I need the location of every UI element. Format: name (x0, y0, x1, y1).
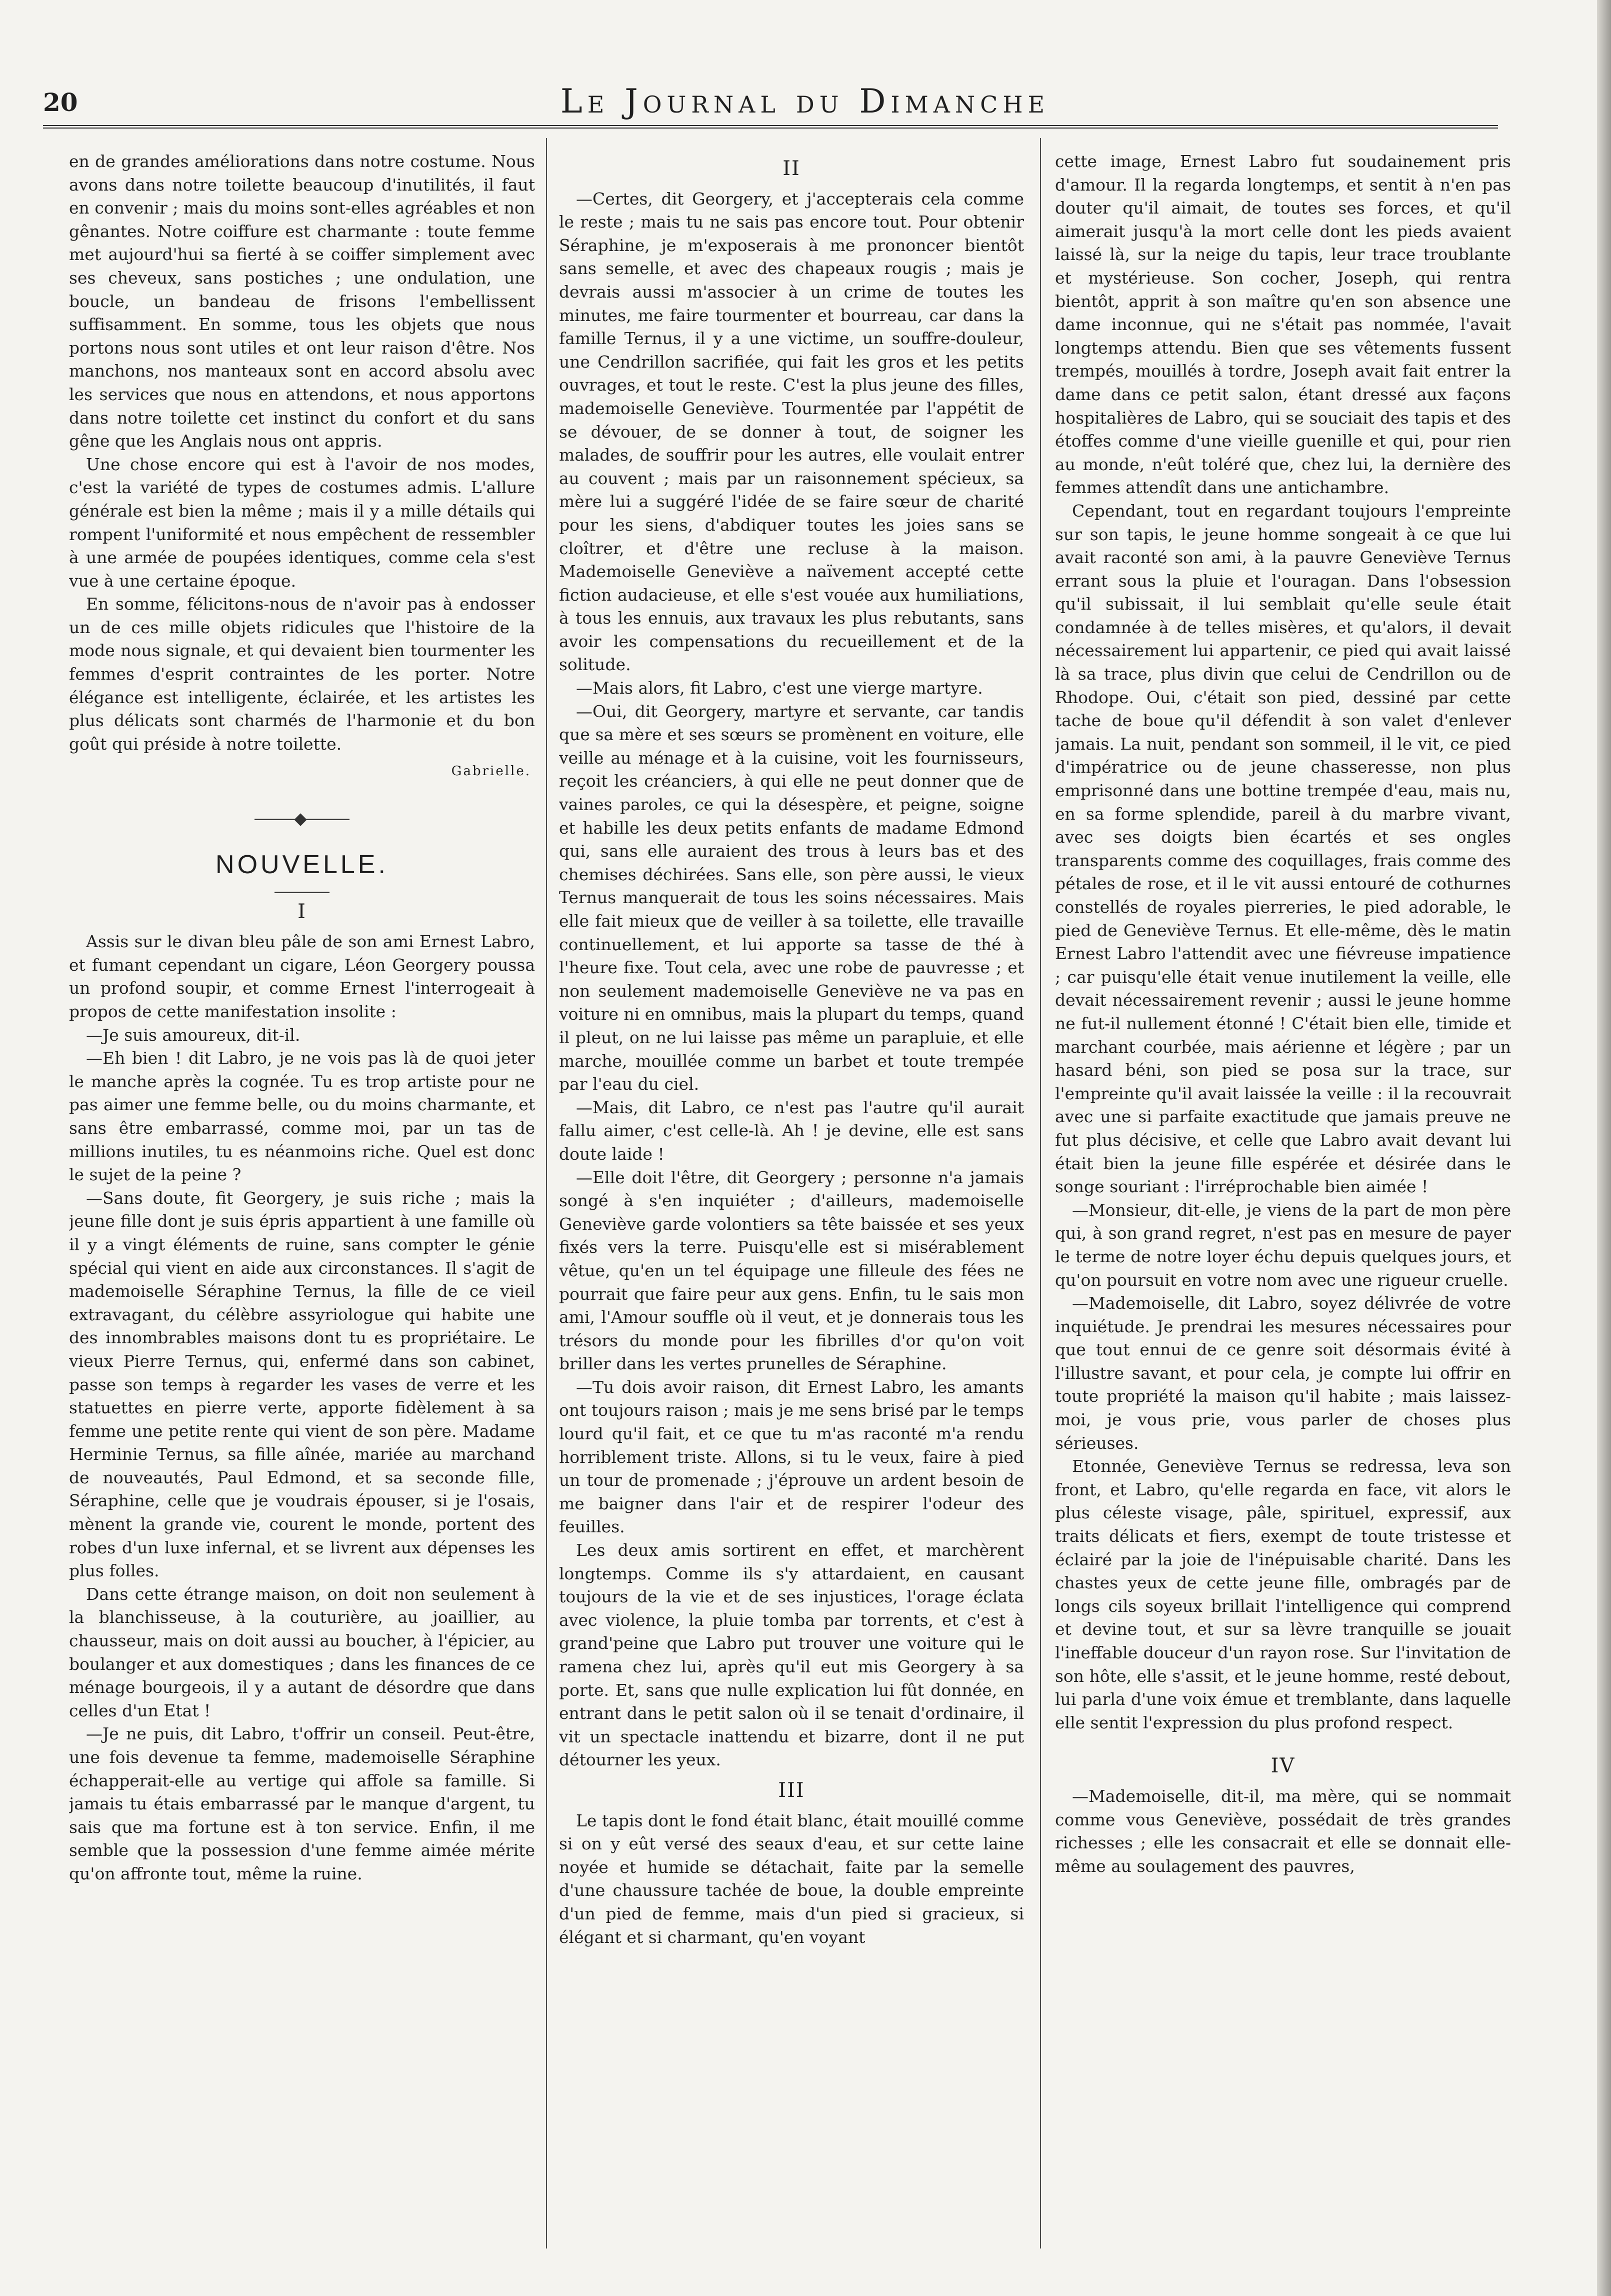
chapter-heading: II (782, 157, 800, 180)
paragraph: —Sans doute, fit Georgery, je suis riche ; mais la jeune fille dont je suis épris appartient à une famille où il y a vingt éléments de ruine, sans compter le génie spécial qui vient en aide aux circonstances. Il s'agit de mademoiselle Séraphine Ternus, la fille de ce vieil extravagant, du célèbre assyriologue qui habite une des innombrables maisons dont tu es propriétaire. Le vieux Pierre Ternus, qui, enfermé dans son cabinet, passe son temps à regarder les vases de verre et les statuettes en pierre verte, apporte fidèlement à sa femme une petite rente qui vient de son père. Madame Herminie Ternus, sa fille aînée, mariée au marchand de nouveautés, Paul Edmond, et sa seconde fille, Séraphine, celle que je voudrais épouser, si je l'osais, mènent la grande vie, courent le monde, portent des robes d'un luxe infernal, et se livrent aux dépenses les plus folles. (69, 1188, 535, 1581)
paragraph: Les deux amis sortirent en effet, et marchèrent longtemps. Comme ils s'y attardaient, en causant toujours de la vie et de ses injustices, l'orage éclata avec violence, la pluie tomba par torrents, et c'est à grand'peine que Labro put trouver une voiture qui le ramena chez lui, après qu'il eut mis Georgery à sa porte. Et, sans que nulle explication lui fût donnée, en entrant dans le petit salon où il se tenait d'ordinaire, il vit un spectacle inattendu et bizarre, dont il ne put détourner les yeux. (559, 1540, 1024, 1770)
page-number: 20 (43, 88, 78, 117)
column-2 (559, 150, 1024, 2295)
column-divider (546, 138, 547, 2248)
paragraph: en de grandes améliorations dans notre costume. Nous avons dans notre toilette beaucoup d'inutilités, il faut en convenir ; mais du moins sont-elles agréables et non gênantes. Notre coiffure est charmante : toute femme met aujourd'hui sa fierté à se coiffer simplement avec ses cheveux, sans postiches ; une ondulation, une boucle, un bandeau de frisons l'embellissent suffisamment. En somme, tous les objets que nous portons nous sont utiles et ont leur raison d'être. Nos manchons, nos manteaux sont en accord absolu avec les services que nous en attendons, et nous apportons dans notre toilette cet instinct du confort et du sans gêne que les Anglais nous ont appris. (69, 152, 535, 451)
paragraph: —Tu dois avoir raison, dit Ernest Labro, les amants ont toujours raison ; mais je me sens brisé par le temps lourd qu'il fait, et ce que tu m'as raconté m'a rendu horriblement triste. Allons, si tu le veux, faire à pied un tour de promenade ; j'éprouve un ardent besoin de me baigner dans l'air et de respirer l'odeur des feuilles. (559, 1377, 1024, 1537)
section-ornament (254, 813, 350, 825)
paragraph: En somme, félicitons-nous de n'avoir pas à endosser un de ces mille objets ridicules que l'histoire de la mode nous signale, et qui devaient bien tourmenter les femmes d'esprit contraintes de les porter. Notre élégance est intelligente, éclairée, et les artistes les plus délicats sont charmés de l'harmonie et du bon goût qui préside à notre toilette. (69, 594, 535, 754)
column-1 (69, 150, 535, 2295)
section-title: NOUVELLE. (69, 853, 535, 893)
header-rule (43, 125, 1498, 129)
paragraph: cette image, Ernest Labro fut soudainement pris d'amour. Il la regarda longtemps, et sentit à n'en pas douter qu'il aimait, de toutes ses forces, et qu'il aimerait jusqu'à la mort celle dont les pieds avaient laissé là, sur la neige du tapis, leur trace troublante et mystérieuse. Son cocher, Joseph, qui rentra bientôt, apprit à son maître qu'en son absence une dame inconnue, qui ne s'était pas nommée, l'avait longtemps attendu. Bien que ses vêtements fussent trempés, mouillés à tordre, Joseph avait fait entrer la dame dans ce petit salon, étant dressé aux façons hospitalières de Labro, qui se souciait des tapis et des étoffes comme d'une vieille guenille et qui, pour rien au monde, n'eût toléré que, chez lui, la dernière des femmes attendît dans une antichambre. (1055, 152, 1511, 498)
chapter-heading: IV (1270, 1754, 1296, 1778)
paragraph: —Mais alors, fit Labro, c'est une vierge martyre. (576, 678, 983, 698)
masthead-title: Le Journal du Dimanche (560, 82, 1050, 121)
paragraph: —Je suis amoureux, dit-il. (86, 1025, 300, 1045)
paragraph: —Mais, dit Labro, ce n'est pas l'autre qu'il aurait fallu aimer, c'est celle-là. Ah ! je devine, elle est sans doute laide ! (559, 1097, 1024, 1164)
paragraph: Etonnée, Geneviève Ternus se redressa, leva son front, et Labro, qu'elle regarda en face, vit alors le plus céleste visage, pâle, spirituel, expressif, aux traits délicats et fiers, exempt de toute tristesse et éclairé par la joie de l'inépuisable charité. Dans les chastes yeux de cette jeune fille, ombragés par de longs cils soyeux brillait l'intelligence qui comprend et devine tout, et sur sa lèvre tranquille se jouait l'ineffable douceur d'un rayon rose. Sur l'invitation de son hôte, elle s'assit, et le jeune homme, resté debout, lui parla d'une voix émue et tremblante, dans laquelle elle sentit l'expression du plus profond respect. (1055, 1456, 1511, 1732)
paragraph: Assis sur le divan bleu pâle de son ami Ernest Labro, et fumant cependant un cigare, Léon Georgery poussa un profond soupir, et comme Ernest l'interrogeait à propos de cette manifestation insolite : (69, 932, 535, 1021)
paragraph: Une chose encore qui est à l'avoir de nos modes, c'est la variété de types de costumes admis. L'allure générale est bien la même ; mais il y a mille détails qui rompent l'uniformité et nous empêchent de ressembler à une armée de poupées identiques, comme cela s'est vue à une certaine époque. (69, 454, 535, 591)
chapter-heading: I (298, 900, 306, 923)
paragraph: —Mademoiselle, dit-il, ma mère, qui se nommait comme vous Geneviève, possédait de très grandes richesses ; elle les consacrait et elle se donnait elle-même au soulagement des pauvres, (1055, 1786, 1511, 1876)
paragraph: —Eh bien ! dit Labro, je ne vois pas là de quoi jeter le manche après la cognée. Tu es trop artiste pour ne pas aimer une femme belle, ou du moins charmante, et sans être embarrassé, comme moi, par un tas de millions inutiles, tu es néanmoins riche. Quel est donc le sujet de la peine ? (69, 1048, 535, 1185)
paragraph: Cependant, tout en regardant toujours l'empreinte sur son tapis, le jeune homme songeait à ce que lui avait raconté son ami, à la pauvre Geneviève Ternus errant sous la pluie et l'ouragan. Dans l'obsession qu'il subissait, il lui semblait qu'elle seule était condamnée à de telles misères, et qu'alors, il devait nécessairement lui appartenir, ce pied qui avait laissé là sa trace, plus divin que celui de Cendrillon ou de Rhodope. Oui, c'était son pied, dessiné par cette tache de boue qu'il défendit à son valet d'enlever jamais. La nuit, pendant son sommeil, il le vit, ce pied d'impératrice ou de jeune chasseresse, non plus emprisonné dans une bottine trempée d'eau, mais nu, en sa forme splendide, pareil à du marbre vivant, avec ses doigts bien écartés et ses ongles transparents comme des coquillages, frais comme des pétales de rose, et il le vit aussi entouré de cothurnes constellés de royales pierreries, le pied adorable, le pied de Geneviève Ternus. Et elle-même, dès le matin Ernest Labro l'attendit avec une fiévreuse impatience ; car puisqu'elle était venue inutilement la veille, elle devait nécessairement revenir ; aussi le jeune homme ne fut-il nullement étonné ! C'était bien elle, timide et marchant courbée, mais aérienne et légère ; par un hasard béni, son pied se posa sur la trace, sur l'empreinte qu'il avait laissée la veille : il la recouvrait avec une si parfaite exactitude que jamais preuve ne fut plus décisive, et celle que Labro avait devant lui était bien la jeune fille espérée et désirée dans le songe souriant : l'irréprochable bien aimée ! (1055, 501, 1511, 1197)
paragraph: —Monsieur, dit-elle, je viens de la part de mon père qui, à son grand regret, n'est pas en mesure de payer le terme de notre loyer échu depuis quelques jours, et qu'on poursuit en votre nom avec une rigueur cruelle. (1055, 1200, 1511, 1290)
paragraph: Le tapis dont le fond était blanc, était mouillé comme si on y eût versé des seaux d'eau, et sur cette laine noyée et humide se détachait, faite par la semelle d'une chaussure tachée de boue, la double empreinte d'un pied de femme, mais d'un pied si gracieux, si élégant et si charmant, qu'en voyant (559, 1810, 1024, 1947)
author-signature: Gabrielle. (451, 764, 531, 779)
paragraph: Dans cette étrange maison, on doit non seulement à la blanchisseuse, à la couturière, au joaillier, au chausseur, mais on doit aussi au boucher, à l'épicier, au boulanger et aux domestiques ; dans les finances de ce ménage bourgeois, il y a autant de désordre que dans celles d'un Etat ! (69, 1584, 535, 1720)
paragraph: —Elle doit l'être, dit Georgery ; personne n'a jamais songé à s'en inquiéter ; d'ailleurs, mademoiselle Geneviève garde volontiers sa tête baissée et ses yeux fixés vers la terre. Puisqu'elle est si misérablement vêtue, qu'en un tel équipage une filleule des fées ne pourrait que faire peur aux gens. Enfin, tu le sais mon ami, l'Amour souffle où il veut, et je donnerais tous les trésors du monde pour les fibrilles d'or qu'on voit briller dans les vertes prunelles de Séraphine. (559, 1167, 1024, 1374)
chapter-heading: III (778, 1778, 805, 1802)
column-divider (1040, 138, 1041, 2248)
column-3 (1055, 150, 1511, 2295)
paragraph: —Je ne puis, dit Labro, t'offrir un conseil. Peut-être, une fois devenue ta femme, mademoiselle Séraphine échapperait-elle au vertige qui affole sa famille. Si jamais tu étais embarrassé par le manque d'argent, tu sais que ma fortune est à ton service. Enfin, il me semble que la possession d'une femme aimée mérite qu'on affronte tout, même la ruine. (69, 1724, 535, 1883)
page-edge (1597, 0, 1611, 2296)
paragraph: —Certes, dit Georgery, et j'accepterais cela comme le reste ; mais tu ne sais pas encore tout. Pour obtenir Séraphine, je m'exposerais à me prononcer bientôt sans semelle, et avec des chapeaux rougis ; mais je devrais aussi m'associer à un crime de toutes les minutes, me faire tourmenter et bourreau, car dans la famille Ternus, il y a une victime, un souffre-douleur, une Cendrillon sacrifiée, qui fait les gros et les petits ouvrages, et tout le reste. C'est la plus jeune des filles, mademoiselle Geneviève. Tourmentée par l'appétit de se dévouer, de se donner à tout, de soigner les malades, de souffrir pour les autres, elle voulait entrer au couvent ; mais par un raisonnement spécieux, sa mère lui a suggéré l'idée de se faire sœur de charité pour les siens, d'abdiquer toutes les joies sans se cloîtrer, et d'être une recluse à la maison. Mademoiselle Geneviève a naïvement accepté cette fiction audacieuse, et elle s'est vouée aux humiliations, à tous les ennuis, aux travaux les plus rebutants, sans avoir les compensations du recueillement et de la solitude. (559, 189, 1024, 675)
paragraph: —Mademoiselle, dit Labro, soyez délivrée de votre inquiétude. Je prendrai les mesures nécessaires pour que tout ennui de ce genre soit désormais évité à l'illustre savant, et pour cela, je compte lui offrir en toute propriété la maison qu'il habite ; mais laissez-moi, je vous prie, vous parler de choses plus sérieuses. (1055, 1293, 1511, 1453)
paragraph: —Oui, dit Georgery, martyre et servante, car tandis que sa mère et ses sœurs se promènent en voiture, elle veille au ménage et à la cuisine, voit les fournisseurs, reçoit les créanciers, à qui elle ne peut donner que de vaines paroles, ce qui la désespère, et peigne, soigne et habille les deux petits enfants de madame Edmond qui, sans elle auraient des trous à leurs bas et des chemises déchirées. Sans elle, son père aussi, le vieux Ternus manquerait de tous les soins nécessaires. Mais elle fait mieux que de veiller à sa toilette, elle travaille continuellement, et lui apporte sa tasse de thé à l'heure fixe. Tout cela, avec une robe de pauvresse ; et non seulement mademoiselle Geneviève ne va pas en voiture ni en omnibus, mais la plupart du temps, quand il pleut, on ne lui laisse pas même un parapluie, et elle marche, mouillée comme un barbet et toute trempée par l'eau du ciel. (559, 701, 1024, 1094)
